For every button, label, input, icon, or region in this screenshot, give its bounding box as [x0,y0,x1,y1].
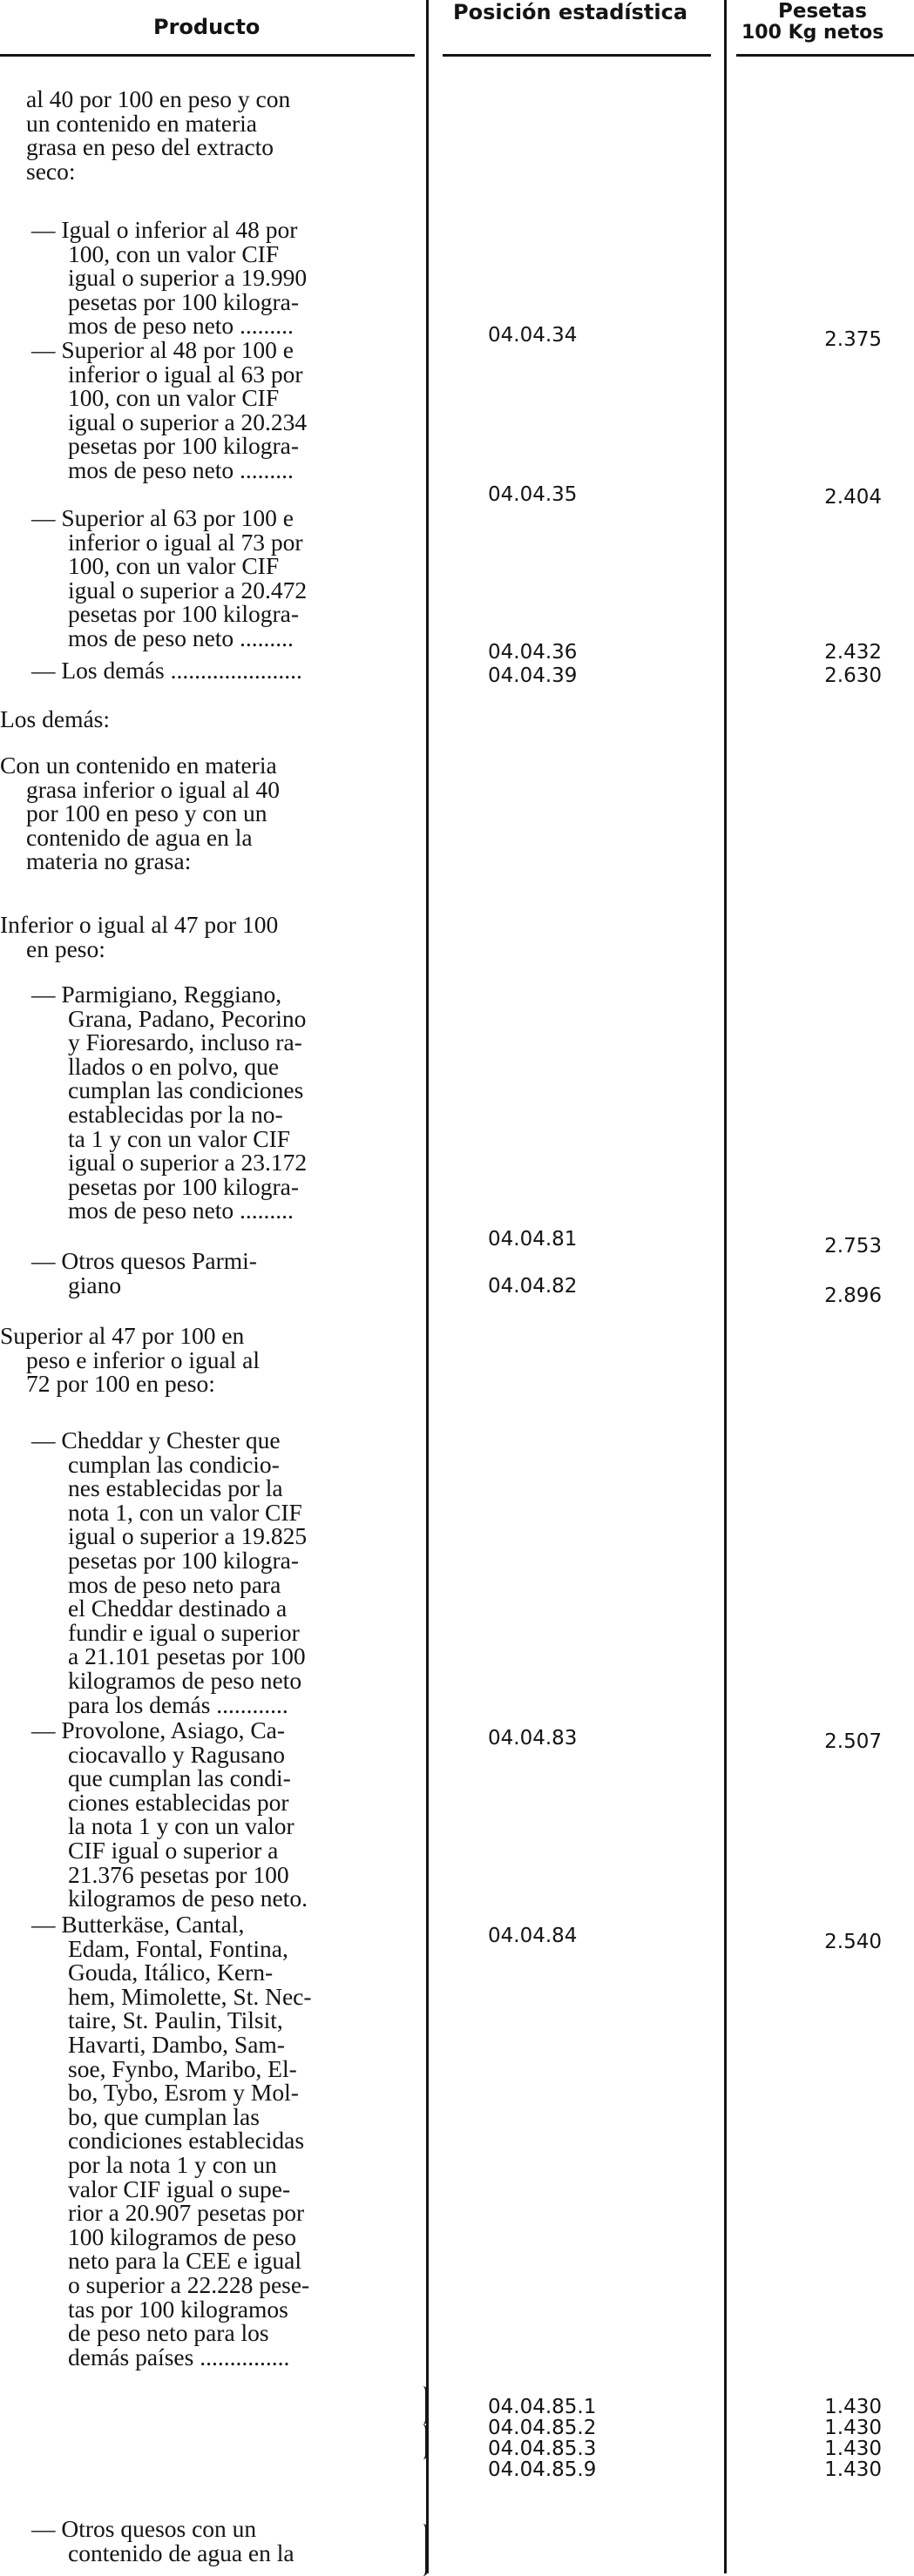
paragraph-materia-grasa-intro [26,87,290,183]
text-line: contenido de agua en la [26,823,253,851]
text-line: fundir e igual o superior [68,1618,300,1646]
code-04-04-85-2: 04.04.85.2 [488,2417,597,2439]
code-04-04-36: 04.04.36 [488,641,578,664]
code-04-04-84: 04.04.84 [488,1925,578,1947]
text-line: contenido de agua en la [68,2539,295,2566]
value-04-04-82: 2.896 [824,1285,882,1307]
text-line: Grana, Padano, Pecorino [68,1004,307,1032]
text-line: pesetas por 100 kilogra- [68,287,299,315]
text-line: bo, Tybo, Esrom y Mol- [68,2079,299,2107]
text-line: peso e inferior o igual al [26,1345,261,1373]
text-line: Havarti, Dambo, Sam- [68,2030,285,2058]
text-line: kilogramos de peso neto [68,1666,302,1694]
text-line: demás países ............... [68,2343,290,2370]
code-04-04-81: 04.04.81 [488,1228,578,1251]
value-04-04-83: 2.507 [824,1730,882,1753]
text-line: inferior o igual al 63 por [68,360,303,388]
text-line: igual o superior a 20.234 [68,408,308,435]
text-line: — Superior al 48 por 100 e [31,336,294,363]
text-line: un contenido en materia [26,109,257,137]
text-line: igual o superior a 19.825 [68,1522,308,1550]
text-line: mos de peso neto ......... [68,624,294,651]
paragraph-superior-48 [31,338,307,482]
text-line: mos de peso neto para [68,1570,281,1598]
paragraph-butterkase [31,1912,312,2369]
value-04-04-85-9: 1.430 [824,2458,882,2481]
code-04-04-85-3: 04.04.85.3 [488,2438,597,2460]
text-line: rior a 20.907 pesetas por [68,2199,305,2227]
text-line: Con un contenido en materia [0,752,277,779]
text-line: por la nota 1 y con un [68,2150,277,2178]
text-line: que cumplan las condi- [68,1764,291,1792]
text-line: mos de peso neto ......... [68,1197,294,1224]
text-line: taire, St. Paulin, Tilsit, [68,2006,283,2034]
text-line: 21.376 pesetas por 100 [68,1860,289,1888]
text-line: Edam, Fontal, Fontina, [68,1934,288,1962]
column-divider-left [426,0,429,2573]
value-04-04-81: 2.753 [824,1235,882,1258]
code-04-04-83: 04.04.83 [488,1727,578,1750]
code-04-04-82: 04.04.82 [488,1275,578,1298]
text-line: Los demás: [0,705,111,732]
paragraph-superior-63 [31,506,307,651]
paragraph-otros-parmigiano [31,1249,257,1297]
text-line: llados o en polvo, que [68,1052,280,1080]
text-line: neto para la CEE e igual [68,2247,302,2275]
text-line: igual o superior a 23.172 [68,1149,308,1177]
paragraph-parmigiano [31,982,307,1223]
value-04-04-36: 2.432 [824,641,882,664]
text-line: para los demás ............ [68,1690,288,1718]
text-line: pesetas por 100 kilogra- [68,432,299,460]
text-line: grasa en peso del extracto [26,133,274,161]
text-line: pesetas por 100 kilogra- [68,1546,299,1574]
text-line: y Fioresardo, incluso ra- [68,1028,302,1056]
text-line: — Otros quesos con un [31,2515,257,2542]
value-04-04-39: 2.630 [824,664,882,687]
text-line: al 40 por 100 en peso y con [26,85,291,112]
text-line: mos de peso neto ......... [68,455,294,483]
paragraph-los-demas [0,707,110,732]
text-line: cumplan las condicio- [68,1450,280,1478]
header-rule-pesetas [736,54,914,57]
paragraph-inferior-47 [0,913,278,961]
text-line: CIF igual o superior a [68,1836,279,1864]
code-04-04-34: 04.04.34 [488,324,578,347]
group-bracket-lower [416,2424,428,2459]
text-line: soe, Fynbo, Maribo, El- [68,2054,297,2082]
paragraph-inferior-48 [31,218,307,338]
value-04-04-85-1: 1.430 [824,2396,882,2418]
text-line: — Provolone, Asiago, Ca- [31,1716,286,1743]
paragraph-otros-quesos [31,2517,295,2565]
value-04-04-85-2: 1.430 [824,2417,882,2439]
header-producto: Producto [153,15,261,39]
text-line: Gouda, Itálico, Kern- [68,1959,274,1986]
header-100kg-netos: 100 Kg netos [741,22,884,44]
text-line: — Otros quesos Parmi- [31,1247,257,1274]
code-04-04-85-9: 04.04.85.9 [488,2458,597,2481]
text-line: 100, con un valor CIF [68,552,280,580]
text-line: nes establecidas por la [68,1474,283,1502]
text-line: pesetas por 100 kilogra- [68,600,299,628]
text-line: 100 kilogramos de peso [68,2222,296,2250]
text-line: — Los demás ...................... [31,657,302,684]
code-04-04-39: 04.04.39 [488,664,578,687]
text-line: — Cheddar y Chester que [31,1426,281,1453]
group-bracket-otros [416,2524,428,2576]
text-line: en peso: [26,934,105,962]
header-pesetas: Pesetas [778,0,867,23]
text-line: — Igual o inferior al 48 por [31,216,298,243]
header-posicion-estadistica: Posición estadística [453,0,688,24]
value-04-04-35: 2.404 [824,486,882,509]
text-line: valor CIF igual o supe- [68,2175,291,2202]
text-line: inferior o igual al 73 por [68,528,303,556]
text-line: condiciones establecidas [68,2127,305,2155]
text-line: grasa inferior o igual al 40 [26,775,280,803]
paragraph-cheddar [31,1428,307,1716]
paragraph-superior-47 [0,1324,260,1396]
value-04-04-85-3: 1.430 [824,2438,882,2460]
value-04-04-84: 2.540 [824,1931,882,1953]
text-line: la nota 1 y con un valor [68,1812,295,1840]
text-line: giano [68,1271,122,1298]
text-line: hem, Mimolette, St. Nec- [68,1982,312,2010]
text-line: — Butterkäse, Cantal, [31,1911,245,1938]
text-line: ciones establecidas por [68,1788,289,1816]
text-line: a 21.101 pesetas por 100 [68,1642,306,1670]
text-line: tas por 100 kilogramos [68,2295,288,2323]
text-line: igual o superior a 19.990 [68,264,308,292]
text-line: materia no grasa: [26,847,192,875]
text-line: establecidas por la no- [68,1100,283,1128]
value-04-04-34: 2.375 [824,328,882,351]
text-line: o superior a 22.228 pese- [68,2270,310,2298]
paragraph-provolone [31,1718,308,1911]
column-divider-right [724,0,727,2573]
text-line: Superior al 47 por 100 en [0,1322,245,1349]
text-line: 100, con un valor CIF [68,384,280,412]
group-bracket-upper [416,2386,428,2424]
header-rule-producto [0,54,415,57]
text-line: bo, que cumplan las [68,2102,260,2130]
text-line: 100, con un valor CIF [68,239,280,267]
text-line: de peso neto para los [68,2319,269,2347]
text-line: nota 1, con un valor CIF [68,1498,302,1526]
text-line: seco: [26,157,76,185]
text-line: cumplan las condiciones [68,1076,304,1104]
code-04-04-35: 04.04.35 [488,483,578,506]
text-line: por 100 en peso y con un [26,799,267,827]
text-line: el Cheddar destinado a [68,1595,288,1622]
text-line: Inferior o igual al 47 por 100 [0,911,279,938]
header-rule-posicion [443,54,711,57]
text-line: ciocavallo y Ragusano [68,1740,285,1768]
paragraph-contenido-materia [0,753,280,873]
text-line: kilogramos de peso neto. [68,1885,308,1912]
text-line: igual o superior a 20.472 [68,576,308,604]
text-line: pesetas por 100 kilogra- [68,1172,299,1200]
code-04-04-85-1: 04.04.85.1 [488,2396,597,2418]
text-line: — Parmigiano, Reggiano, [31,981,282,1008]
paragraph-los-demas-dash [31,658,302,683]
text-line: 72 por 100 en peso: [26,1370,215,1398]
text-line: — Superior al 63 por 100 e [31,504,294,531]
text-line: mos de peso neto ......... [68,312,294,340]
text-line: ta 1 y con un valor CIF [68,1124,291,1152]
